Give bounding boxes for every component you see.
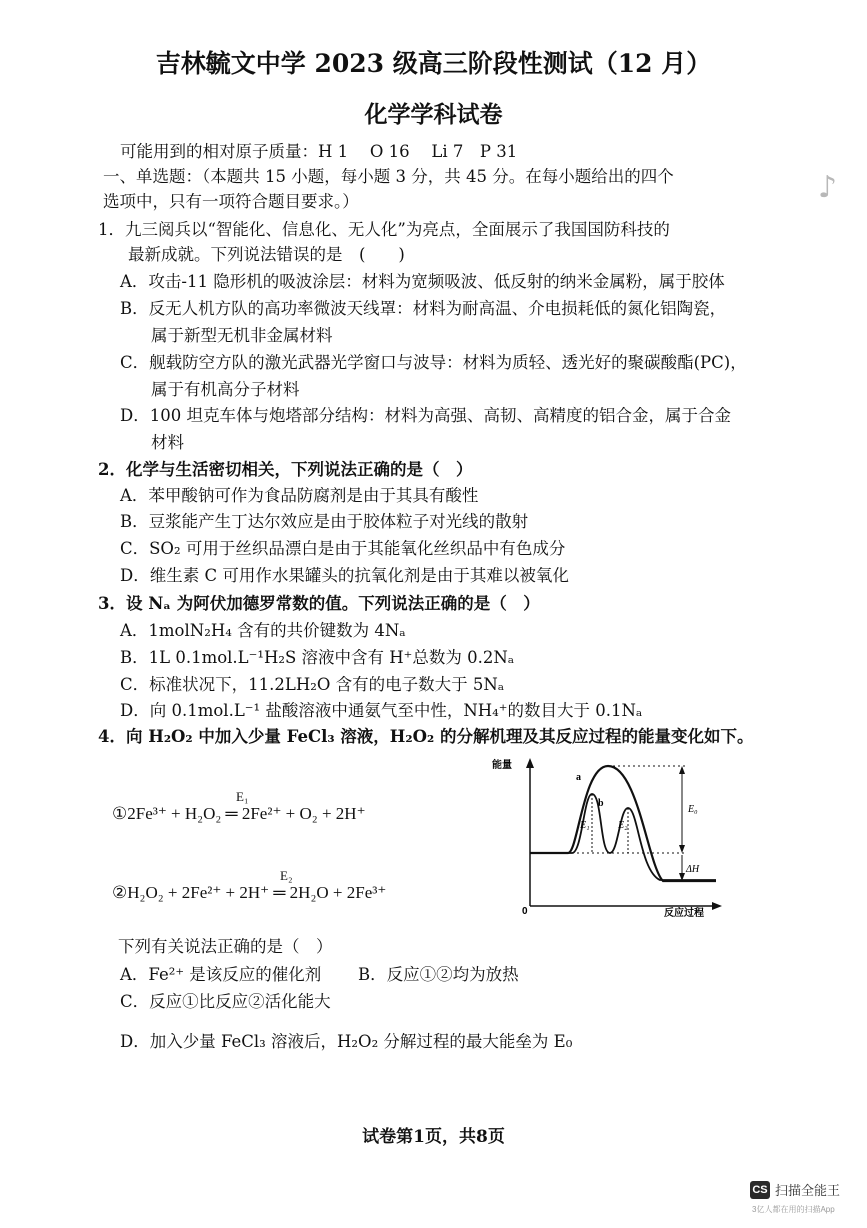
q4-stem: 4．向 H₂O₂ 中加入少量 FeCl₃ 溶液，H₂O₂ 的分解机理及其反应过程的能量变化如下。 <box>98 727 754 746</box>
eq2-condition: E₂ <box>280 868 293 883</box>
q2-option-c: C．SO₂ 可用于丝织品漂白是由于其能氧化丝织品中有色成分 <box>120 539 566 558</box>
reaction-equation-2: ②H₂O₂ + 2Fe²⁺ + 2H⁺ ═ 2H₂O + 2Fe³⁺ <box>112 883 387 902</box>
q4-question: 下列有关说法正确的是（ ） <box>118 937 333 956</box>
q3-option-c: C．标准状况下，11.2LH₂O 含有的电子数大于 5Nₐ <box>120 675 505 694</box>
energy-diagram <box>488 756 728 918</box>
q1-option-d-line1: D．100 坦克车体与炮塔部分结构：材料为高强、高韧、高精度的铝合金，属于合金 <box>120 406 731 425</box>
q3-option-d: D．向 0.1mol.L⁻¹ 盐酸溶液中通氨气至中性，NH₄⁺的数目大于 0.1Nₐ <box>120 701 643 720</box>
scanner-name: 扫描全能王 <box>775 1183 841 1198</box>
q3-option-a: A．1molN₂H₄ 含有的共价键数为 4Nₐ <box>120 621 406 640</box>
e0-label: E₀ <box>688 804 698 815</box>
q1-option-d-line2: 材料 <box>151 433 184 452</box>
x-axis-label: 反应过程 <box>664 908 704 918</box>
cs-logo-icon: CS <box>750 1181 770 1199</box>
curve-b-label: b <box>598 798 604 809</box>
q1-option-c-line2: 属于有机高分子材料 <box>151 380 300 399</box>
q1-option-b-line2: 属于新型无机非金属材料 <box>151 326 333 345</box>
q2-stem: 2．化学与生活密切相关，下列说法正确的是（ ） <box>98 460 473 479</box>
q4-option-a: A．Fe²⁺ 是该反应的催化剂 <box>120 965 322 984</box>
music-note-icon: ♪ <box>818 170 838 205</box>
subject-title: 化学学科试卷 <box>364 101 503 128</box>
dh-label: ΔH <box>686 864 700 875</box>
q2-option-b: B．豆浆能产生丁达尔效应是由于胶体粒子对光线的散射 <box>120 512 529 531</box>
q4-option-b: B．反应①②均为放热 <box>358 965 519 984</box>
q4-option-c: C．反应①比反应②活化能大 <box>120 992 331 1011</box>
q2-option-a: A．苯甲酸钠可作为食品防腐剂是由于其具有酸性 <box>120 486 479 505</box>
atomic-masses: 可能用到的相对原子质量：H 1 O 16 Li 7 P 31 <box>120 142 518 161</box>
eq1-condition: E₁ <box>236 789 249 804</box>
curve-a-label: a <box>576 772 581 783</box>
q1-stem-line2: 最新成就。下列说法错误的是 ( ) <box>128 245 405 264</box>
q4-option-d: D．加入少量 FeCl₃ 溶液后，H₂O₂ 分解过程的最大能垒为 E₀ <box>120 1032 573 1051</box>
q1-stem-line1: 1．九三阅兵以“智能化、信息化、无人化”为亮点，全面展示了我国国防科技的 <box>98 220 670 239</box>
q1-option-a: A．攻击-11 隐形机的吸波涂层：材料为宽频吸波、低反射的纳米金属粉，属于胶体 <box>120 272 725 291</box>
q3-option-b: B．1L 0.1mol.L⁻¹H₂S 溶液中含有 H⁺总数为 0.2Nₐ <box>120 648 515 667</box>
scanner-watermark <box>750 1180 840 1199</box>
reaction-equation-1: ①2Fe³⁺ + H₂O₂ ═ 2Fe²⁺ + O₂ + 2H⁺ <box>112 804 366 823</box>
q3-stem: 3．设 Nₐ 为阿伏加德罗常数的值。下列说法正确的是（ ） <box>98 594 540 613</box>
scanner-tagline: 3亿人都在用的扫描App <box>752 1205 835 1214</box>
page-footer: 试卷第1页，共8页 <box>362 1127 505 1147</box>
section-heading-line2: 选项中，只有一项符合题目要求。） <box>103 192 359 211</box>
e2-label: E₂ <box>618 820 628 831</box>
e1-label: E₁ <box>580 820 590 831</box>
q2-option-d: D．维生素 C 可用作水果罐头的抗氧化剂是由于其难以被氧化 <box>120 566 569 585</box>
section-heading-line1: 一、单选题：（本题共 15 小题，每小题 3 分，共 45 分。在每小题给出的四个 <box>103 167 674 186</box>
q1-option-c-line1: C．舰载防空方队的激光武器光学窗口与波导：材料为质轻、透光好的聚碳酸酯(PC)， <box>120 353 747 372</box>
origin-label: 0 <box>522 906 528 917</box>
y-axis-label: 能量 <box>492 760 512 771</box>
q1-option-b-line1: B．反无人机方队的高功率微波天线罩：材料为耐高温、介电损耗低的氮化铝陶瓷， <box>120 299 727 318</box>
exam-title: 吉林毓文中学 2023 级高三阶段性测试（12 月） <box>155 49 712 78</box>
